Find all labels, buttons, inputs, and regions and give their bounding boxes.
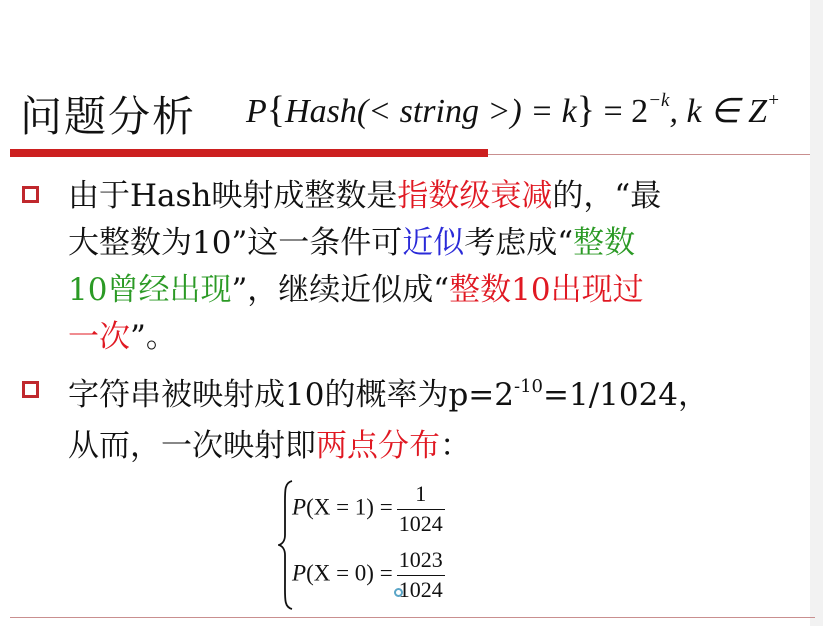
case1-lhs: (X = 1) =: [306, 494, 393, 520]
p1-highlight-one-time: 一次: [68, 319, 130, 355]
formula-rbrace: }: [576, 89, 595, 131]
p1-line-4: [68, 314, 813, 361]
bottom-divider: [10, 617, 815, 618]
slide-title: 问题分析: [20, 92, 197, 141]
p2-highlight-two-point: 两点分布: [316, 428, 440, 464]
case2-numerator: 1023: [398, 547, 443, 572]
p1-text-4: 考虑成“: [464, 225, 574, 261]
p1-highlight-integer: 整数: [573, 225, 636, 261]
p1-text-2: 的，“最: [552, 178, 662, 214]
title-underline-red: [10, 149, 488, 157]
cursor-ring-icon: [394, 588, 403, 597]
p2-line-1: [68, 372, 813, 423]
formula-p: P: [246, 93, 267, 130]
bullet-square-icon: [22, 186, 39, 203]
p1-text-6: ”。: [130, 319, 177, 355]
p1-highlight-exponential: 指数级衰减: [397, 178, 553, 214]
paragraph-hash-decay: [68, 173, 813, 361]
case1-fraction: [397, 481, 445, 537]
formula-exponent: −k: [648, 90, 670, 111]
p1-text-5: ”，继续近似成“: [231, 272, 450, 308]
formula-eq: = 2: [595, 93, 649, 130]
case1-denominator: 1024: [398, 511, 443, 536]
p2-exponent: -10: [514, 376, 543, 397]
p2-text-1: 字符串被映射成10的概率为p=2: [68, 377, 514, 413]
p2-text-4: ：: [440, 428, 471, 464]
p2-text-3: 从而，一次映射即: [68, 428, 316, 464]
case1-p: P: [292, 494, 307, 520]
p2-line-2: [68, 423, 813, 470]
formula-domain: , k ∈ Z: [669, 93, 768, 130]
p1-text-3: 大整数为10”这一条件可: [68, 225, 403, 261]
p2-text-2: =1/1024，: [543, 377, 710, 413]
case2-lhs: (X = 0) =: [306, 560, 393, 586]
formula-body: Hash(< string >) = k: [285, 93, 577, 130]
title-formula: [246, 88, 780, 132]
p1-highlight-appeared: 10曾经出现: [68, 272, 232, 308]
bullet-square-icon: [22, 381, 39, 398]
case2-p: P: [292, 560, 307, 586]
p1-highlight-approx: 近似: [402, 225, 465, 261]
p1-line-1: [68, 173, 813, 220]
case2-fraction: [397, 547, 445, 603]
formula-lbrace: {: [266, 89, 286, 131]
p1-text-1: 由于Hash映射成整数是: [68, 178, 398, 214]
p1-highlight-once: 整数10出现过: [449, 272, 644, 308]
paragraph-probability: [68, 372, 813, 470]
case-x-equals-1: [292, 481, 445, 537]
case2-denominator: 1024: [398, 577, 443, 602]
p1-line-3: [68, 267, 813, 314]
p1-line-2: [68, 220, 813, 267]
case1-numerator: 1: [415, 481, 427, 506]
formula-plus: +: [767, 90, 780, 111]
case-x-equals-0: [292, 547, 445, 603]
